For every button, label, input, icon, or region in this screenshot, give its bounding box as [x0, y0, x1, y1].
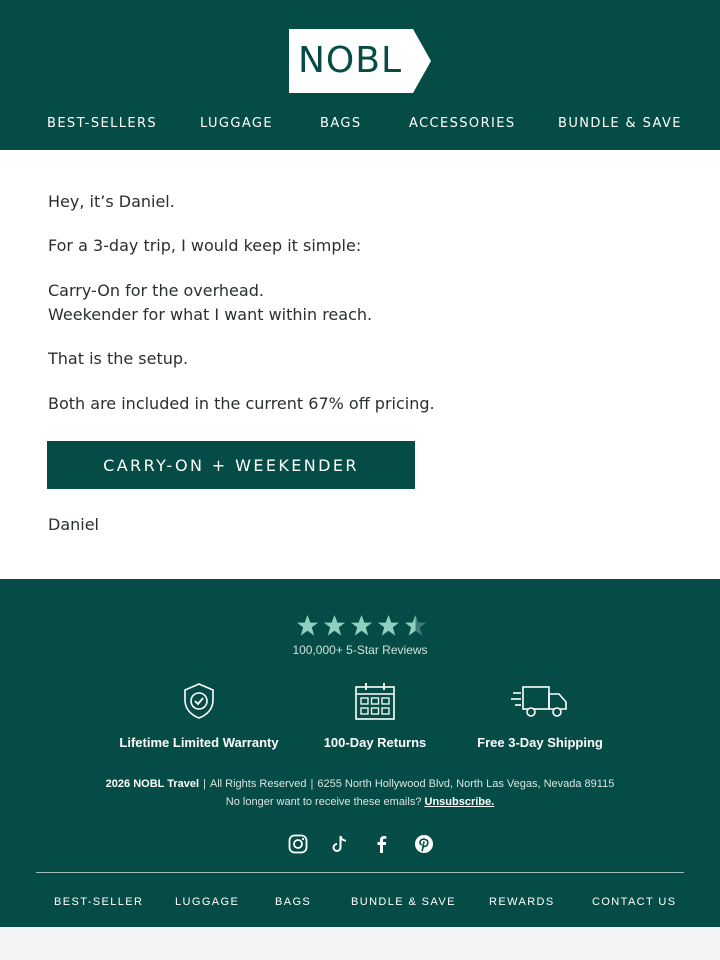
feature-warranty — [104, 681, 294, 750]
shield-check-icon — [179, 681, 219, 721]
star-icon — [296, 614, 319, 637]
rights-text: All Rights Reserved — [209, 778, 307, 790]
top-nav-bags[interactable]: BAGS — [320, 116, 362, 131]
feature-label: Free 3-Day Shipping — [477, 735, 603, 750]
footer-nav-best-seller[interactable]: BEST-SELLER — [54, 896, 144, 908]
footer-nav-luggage[interactable]: LUGGAGE — [175, 896, 240, 908]
footer-nav-contact-us[interactable]: CONTACT US — [592, 896, 677, 908]
feature-shipping — [445, 681, 635, 750]
top-nav-luggage[interactable]: LUGGAGE — [200, 116, 274, 131]
pinterest-icon[interactable] — [414, 834, 434, 854]
email-body — [0, 150, 720, 579]
signature-text: Daniel — [48, 515, 99, 534]
features-row — [0, 681, 720, 761]
legal-text — [0, 775, 720, 811]
reviews-text: 100,000+ 5-Star Reviews — [292, 643, 428, 657]
message-line-3: That is the setup. — [48, 349, 189, 368]
top-nav-best-sellers[interactable]: BEST-SELLERS — [47, 116, 158, 131]
company-name: 2026 NOBL Travel — [105, 778, 200, 790]
unsubscribe-link[interactable]: Unsubscribe. — [424, 796, 495, 808]
tiktok-icon[interactable] — [330, 834, 350, 854]
star-rating — [296, 614, 427, 637]
star-icon — [350, 614, 373, 637]
unsubscribe-prompt: No longer want to receive these emails? — [225, 796, 422, 808]
calendar-icon — [355, 681, 395, 721]
footer-divider — [36, 872, 684, 873]
greeting-text: Hey, it’s Daniel. — [48, 192, 175, 211]
footer-nav-bundle-save[interactable]: BUNDLE & SAVE — [351, 896, 456, 908]
top-nav — [0, 116, 720, 134]
message-line-2a: Carry-On for the overhead. — [48, 281, 264, 300]
footer-nav-bags[interactable]: BAGS — [275, 896, 312, 908]
star-icon — [323, 614, 346, 637]
legal-line-1 — [0, 775, 720, 793]
facebook-icon[interactable] — [372, 834, 392, 854]
truck-icon — [511, 681, 569, 721]
address-text: 6255 North Hollywood Blvd, North Las Vegas, Nevada 89115 — [317, 778, 615, 790]
nobl-logo[interactable] — [289, 29, 431, 93]
separator: | — [310, 778, 314, 790]
email-header — [0, 0, 720, 150]
footer-nav — [0, 896, 720, 910]
email-footer — [0, 579, 720, 927]
instagram-icon[interactable] — [288, 834, 308, 854]
top-nav-bundle-save[interactable]: BUNDLE & SAVE — [558, 116, 682, 131]
feature-label: Lifetime Limited Warranty — [119, 735, 279, 750]
footer-nav-rewards[interactable]: REWARDS — [489, 896, 555, 908]
message-line-4: Both are included in the current 67% off pricing. — [48, 394, 435, 413]
message-line-1: For a 3-day trip, I would keep it simple: — [48, 236, 362, 255]
top-nav-accessories[interactable]: ACCESSORIES — [409, 116, 516, 131]
half-star-icon — [404, 614, 427, 637]
feature-returns — [280, 681, 470, 750]
logo-text: NOBL — [297, 40, 403, 81]
feature-label: 100-Day Returns — [323, 735, 427, 750]
carry-on-weekender-button[interactable]: CARRY-ON + WEEKENDER — [47, 441, 415, 489]
social-links — [288, 834, 434, 854]
separator: | — [203, 778, 206, 790]
legal-line-2 — [0, 793, 720, 811]
star-icon — [377, 614, 400, 637]
message-line-2b: Weekender for what I want within reach. — [48, 305, 373, 324]
